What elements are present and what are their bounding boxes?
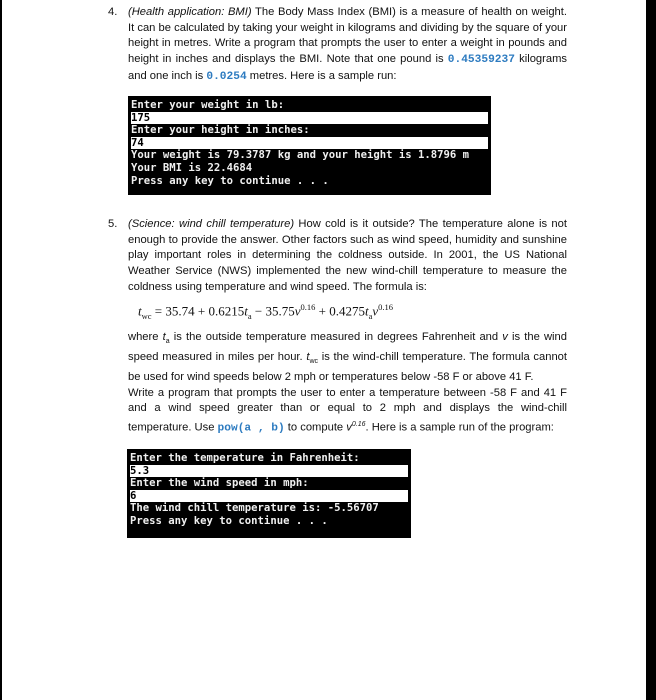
console-prompt: Enter your weight in lb:	[131, 99, 285, 111]
program-instructions: Write a program that prompts the user to enter a temperature between -58 F and 41 F and a wind speed greater than or equal to 2 mph and displays the wind-chill temperature. Use pow(a , b) to compute $v^{0.16}$. Here is a sample run of the program:	[128, 386, 567, 435]
problem-title: (Science: wind chill temperature)	[128, 218, 295, 230]
console-output: Your weight is 79.3787 kg and your height is 1.8796 m	[131, 149, 470, 162]
console-prompt: Enter the wind speed in mph:	[130, 477, 309, 490]
problem-text: (Health application: BMI) The Body Mass Index (BMI) is a measure of health on weight. It can be calculated by taking your weight in kilograms and dividing by the square of your height in metres. Write a program that prompts the user to enter a weight in pounds and height in inches and displays the BMI. Note that one pound is 0.45359237 kilograms and one inch is 0.0254 metres. Here is a sample run:	[128, 6, 567, 83]
console-output: The wind chill temperature is: -5.56707	[130, 502, 379, 515]
right-border	[646, 0, 656, 700]
console-prompt: Enter your height in inches:	[131, 124, 310, 137]
problem-number: 5.	[108, 218, 118, 230]
console-input: 74	[131, 137, 488, 150]
console-prompt: Enter the temperature in Fahrenheit:	[130, 452, 360, 464]
console-input: 5.3	[130, 465, 408, 478]
sample-run-console-bmi	[128, 96, 491, 195]
problem-5	[108, 217, 567, 438]
console-output: Press any key to continue . . .	[131, 174, 329, 187]
console-output: Press any key to continue . . .	[130, 514, 328, 527]
formula-explanation: where $t_a$ is the outside temperature measured in degrees Fahrenheit and v is the wind speed measured in miles per hour. $t_{wc}$ is the wind-chill temperature. The formula cannot be used for wind speeds below 2 mph or temperatures below -58 F or above 41 F.	[128, 331, 567, 384]
problem-title: (Health application: BMI)	[128, 6, 252, 18]
left-border	[0, 0, 2, 700]
problem-number: 4.	[108, 6, 118, 18]
inch-value: 0.0254	[206, 70, 247, 83]
console-output: Your BMI is 22.4684	[131, 161, 253, 174]
problem-text: (Science: wind chill temperature) How cold is it outside? The temperature alone is not enough to provide the answer. Other factors such as wind speed, humidity and sunshine play important roles in determining the coldness outside. In 2001, the US National Weather Service (NWS) implemented the new wind-chill temperature to measure the coldness using temperature and wind speed. The formula is:	[128, 218, 567, 293]
problem-4	[108, 5, 567, 86]
sample-run-console-windchill	[127, 449, 411, 538]
pow-code: pow(a , b)	[217, 422, 285, 435]
console-input: 175	[131, 112, 488, 125]
pound-value: 0.45359237	[447, 54, 515, 67]
wind-chill-formula: $t_{wc} = 35.74 + 0.6215t_a - 35.75v^{0.16} + 0.4275t_av^{0.16}$	[138, 301, 394, 321]
console-input: 6	[130, 490, 408, 503]
